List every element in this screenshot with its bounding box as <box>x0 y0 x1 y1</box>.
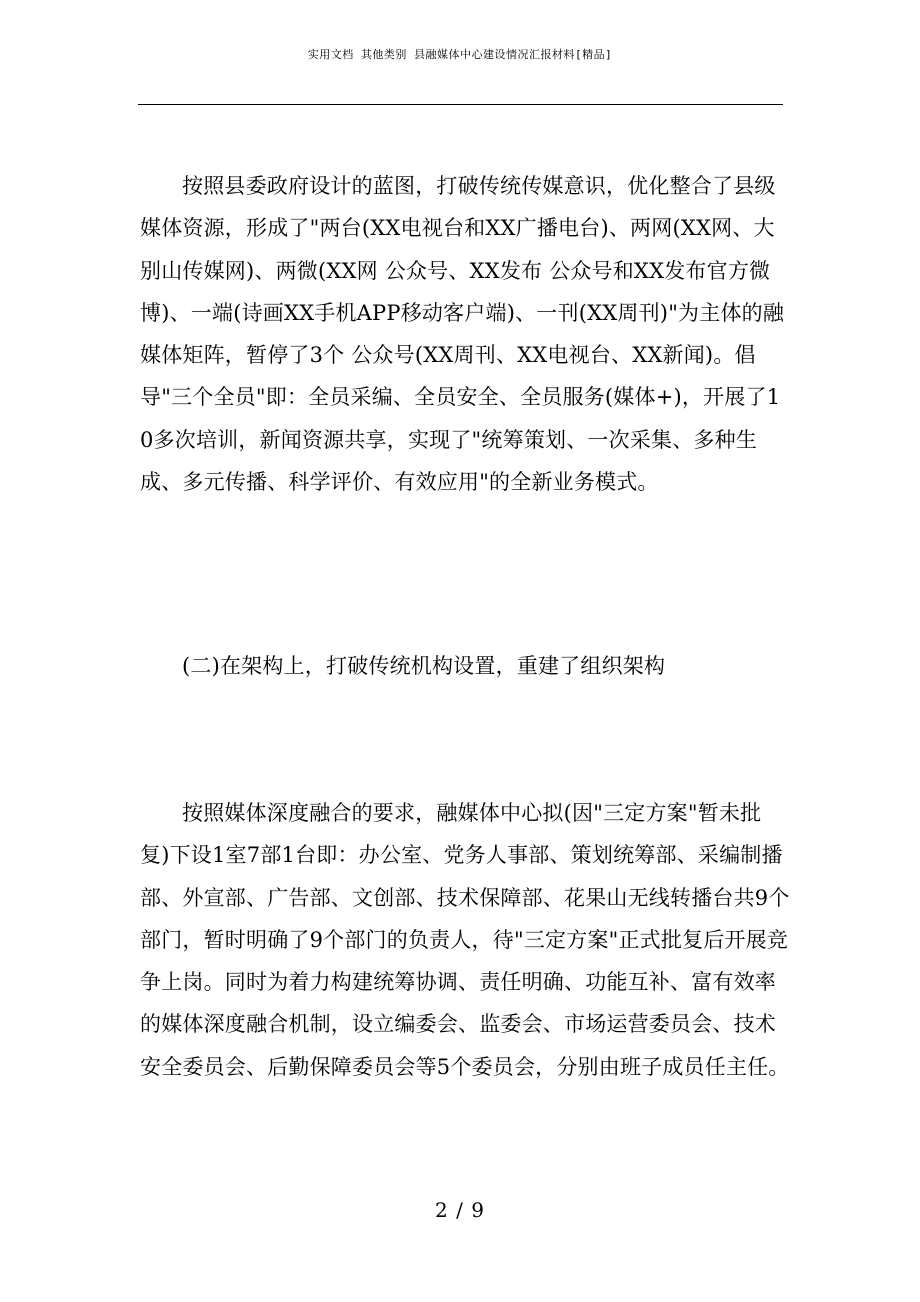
section-heading: (二)在架构上，打破传统机构设置，重建了组织架构 <box>182 654 666 678</box>
body-paragraph-2: 按照媒体深度融合的要求，融媒体中心拟(因"三定方案"暂未批复)下设1室7部1台即：办公室、党务人事部、策划统筹部、采编制播部、外宣部、广告部、文创部、技术保障部、花果山无线转播台共9个部门，暂时明确了9个部门的负责人，待"三定方案"正式批复后开展竞争上岗。同时为着力构建统筹协调、责任明确、功能互补、富有效率的媒体深度融合机制，设立编委会、监委会、市场运营委员会、技术安全委员会、后勤保障委员会等5个委员会，分别由班子成员任主任。 <box>140 801 790 1079</box>
body-paragraph-1: 按照县委政府设计的蓝图，打破传统传媒意识，优化整合了县级媒体资源，形成了"两台(XX电视台和XX广播电台)、两网(XX网、大别山传媒网)、两微(XX网 公众号、XX发布 公众号和XX发布官方微博)、一端(诗画XX手机APP移动客户端)、一刊(XX周刊)"为主体的融媒体矩阵，暂停了3个 公众号(XX周刊、XX电视台、XX新闻)。倡导"三个全员"即：全员采编、全员安全、全员服务(媒体+)，开展了10多次培训，新闻资源共享，实现了"统筹策划、一次采集、多种生成、多元传播、科学评价、有效应用"的全新业务模式。 <box>140 174 785 495</box>
page-header: 实用文档 其他类别 县融媒体中心建设情况汇报材料[精品] <box>307 48 613 61</box>
header-divider <box>138 104 783 105</box>
page-number: 2 / 9 <box>435 1198 485 1222</box>
